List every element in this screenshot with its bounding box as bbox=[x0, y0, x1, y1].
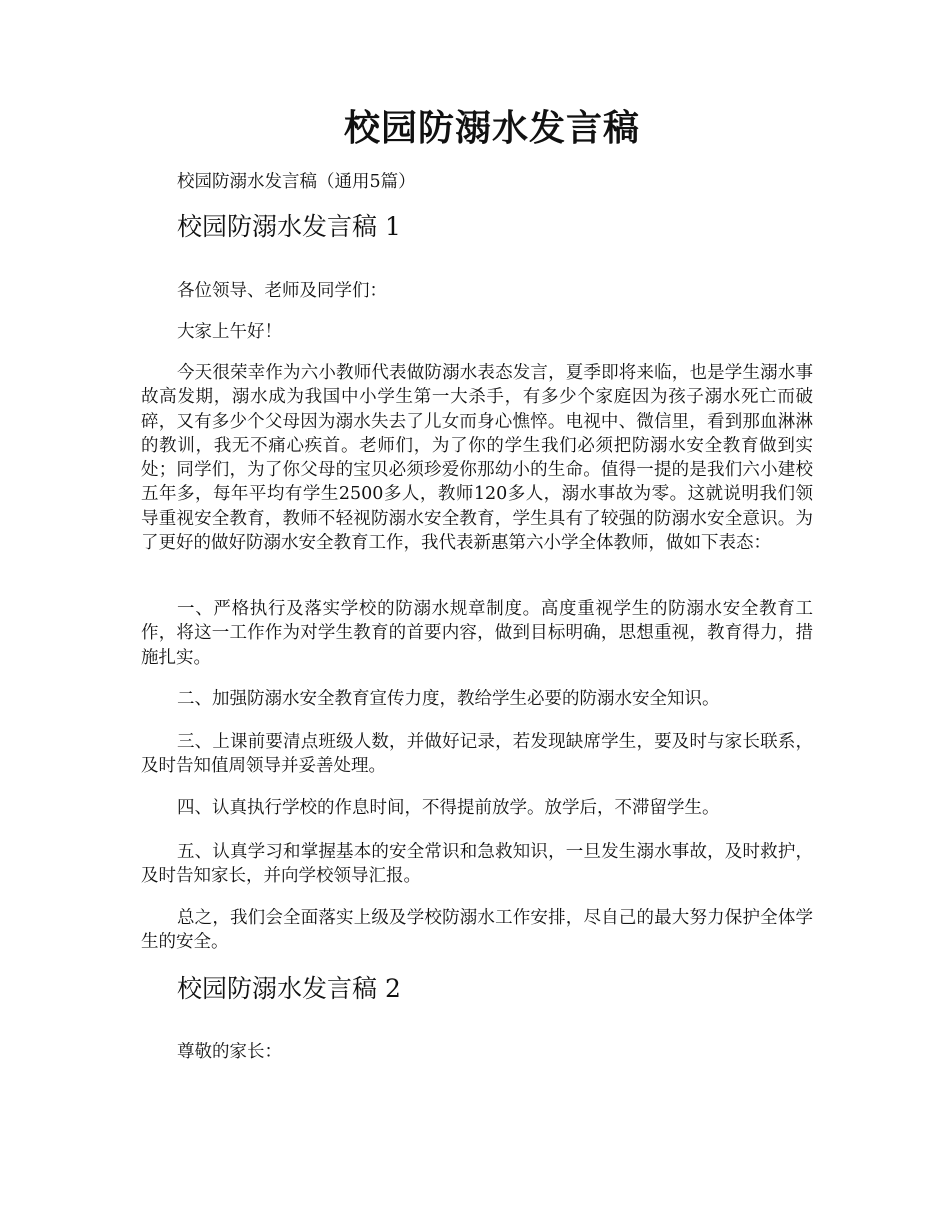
document-title: 校园防溺水发言稿 bbox=[343, 107, 640, 150]
salutation-paragraph: 各位领导、老师及同学们： bbox=[177, 281, 387, 301]
pledge-item-1: 一、严格执行及落实学校的防溺水规章制度。高度重视学生的防溺水安全教育工作，将这一工作作为对学生教育的首要内容，做到目标明确，思想重视，教育得力，措施扎实。 bbox=[141, 599, 813, 668]
pledge-item-2: 二、加强防溺水安全教育宣传力度，教给学生必要的防溺水安全知识。 bbox=[177, 689, 720, 709]
document-subtitle: 校园防溺水发言稿（通用5篇） bbox=[177, 172, 416, 192]
intro-paragraph: 今天很荣幸作为六小教师代表做防溺水表态发言，夏季即将来临，也是学生溺水事故高发期，溺水成为我国中小学生第一大杀手，有多少个家庭因为孩子溺水死亡而破碎，又有多少个父母因为溺水失去了儿女而身心憔悴。电视中、微信里，看到那血淋淋的教训，我无不痛心疾首。老师们，为了你的学生我们必须把防溺水安全教育做到实处；同学们，为了你父母的宝贝必须珍爱你那幼小的生命。值得一提的是我们六小建校五年多，每年平均有学生2500多人，教师120多人，溺水事故为零。这就说明我们领导重视安全教育，教师不轻视防溺水安全教育，学生具有了较强的防溺水安全意识。为了更好的做好防溺水安全教育工作，我代表新惠第六小学全体教师，做如下表态： bbox=[141, 363, 813, 554]
pledge-item-5: 五、认真学习和掌握基本的安全常识和急救知识，一旦发生溺水事故，及时救护，及时告知家长，并向学校领导汇报。 bbox=[141, 842, 813, 887]
greeting-paragraph: 大家上午好！ bbox=[177, 322, 282, 342]
pledge-item-4: 四、认真执行学校的作息时间，不得提前放学。放学后，不滞留学生。 bbox=[177, 798, 720, 818]
section-heading-1: 校园防溺水发言稿 1 bbox=[177, 212, 401, 241]
conclusion-paragraph: 总之，我们会全面落实上级及学校防溺水工作安排，尽自己的最大努力保护全体学生的安全。 bbox=[141, 908, 813, 953]
section-2-salutation: 尊敬的家长： bbox=[177, 1042, 282, 1062]
pledge-item-3: 三、上课前要清点班级人数，并做好记录，若发现缺席学生，要及时与家长联系，及时告知值周领导并妥善处理。 bbox=[141, 732, 813, 777]
section-heading-2: 校园防溺水发言稿 2 bbox=[177, 974, 401, 1003]
